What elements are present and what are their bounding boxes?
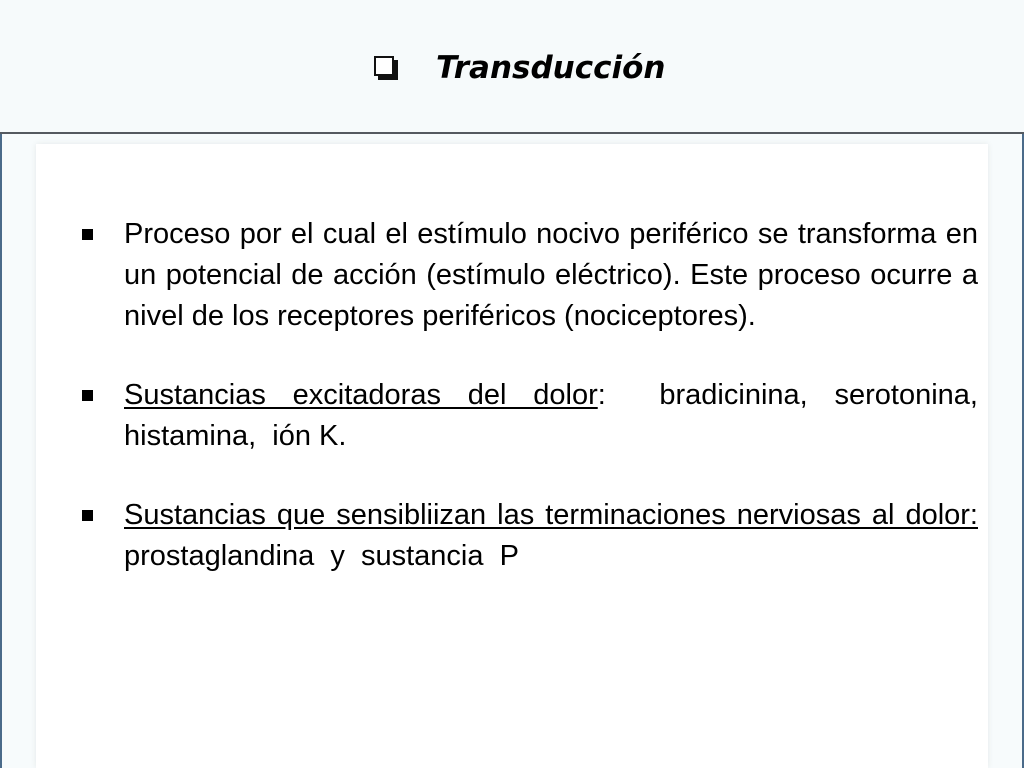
slide-left-edge xyxy=(0,134,2,768)
bullet-item-transduction-definition xyxy=(82,214,978,337)
slide-title: Transducción xyxy=(436,50,666,86)
bullet-text: Proceso por el cual el estímulo nocivo periférico se transforma en un potencial de acción (estímulo eléctrico). Este proceso ocurre a nivel de los receptores periféricos (nociceptores). xyxy=(124,218,978,332)
checkbox-square-icon xyxy=(374,56,398,80)
content-area xyxy=(36,144,995,768)
bullet-text: prostaglandina y sustancia P xyxy=(124,499,995,572)
bullet-label: Sustancias excitadoras del dolor xyxy=(124,379,598,411)
title-row xyxy=(374,44,665,92)
bullet-label: Sustancias que sensibliizan las terminaciones nerviosas al dolor: xyxy=(124,499,978,531)
square-bullet-icon xyxy=(82,510,93,521)
square-bullet-icon xyxy=(82,229,93,240)
bullet-text: bradicinina, serotonina, histamina, ión K. xyxy=(124,379,987,452)
bullet-item-excitatory-substances xyxy=(82,375,987,457)
bullet-item-sensitizing-substances xyxy=(82,495,995,577)
square-bullet-icon xyxy=(82,390,93,401)
slide-header xyxy=(0,0,1024,134)
bullet-list xyxy=(82,214,995,615)
bullet-separator: : xyxy=(597,379,606,411)
